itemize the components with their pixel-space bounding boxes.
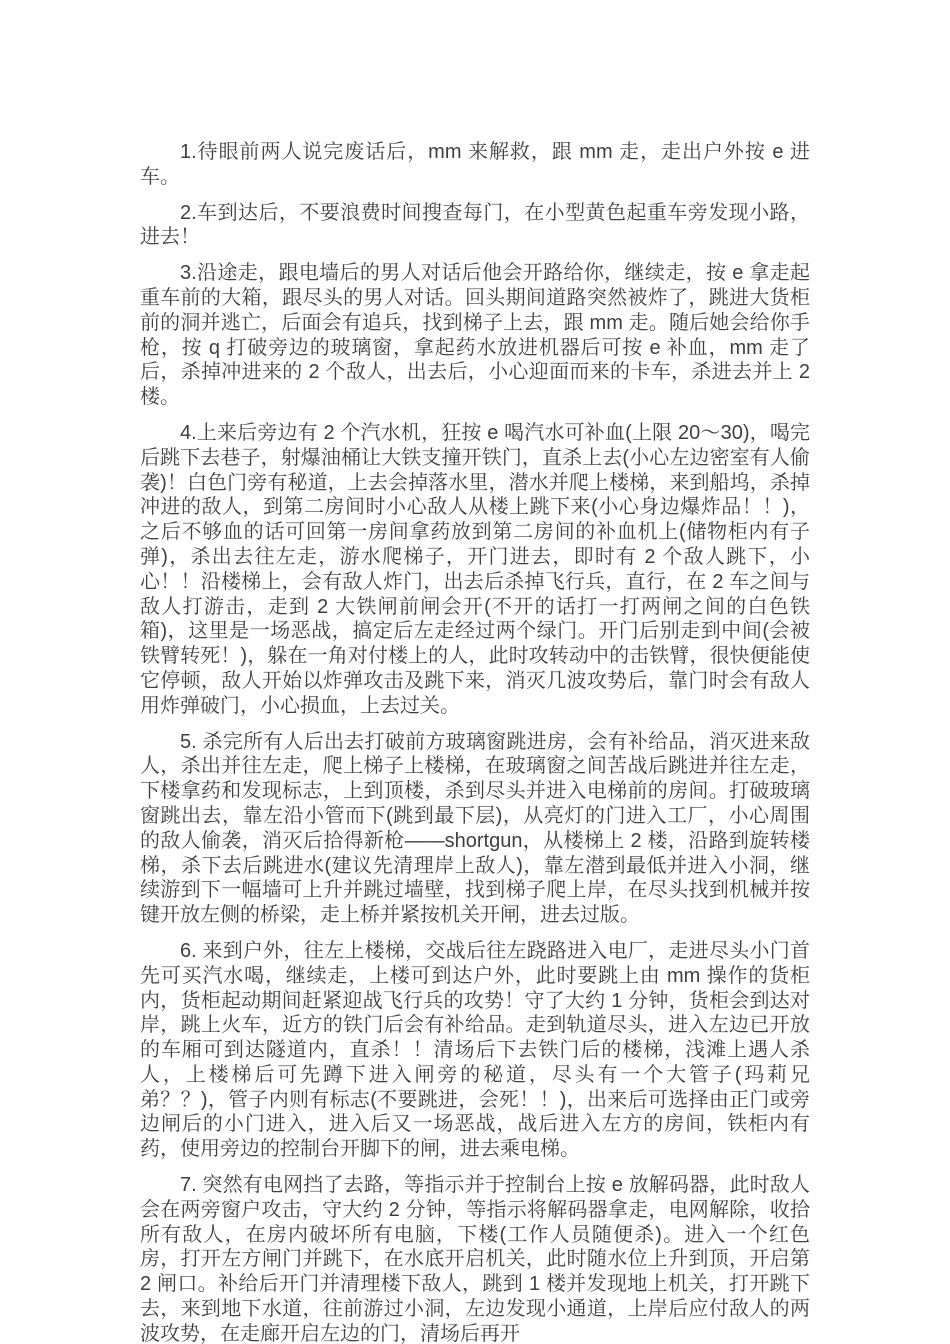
paragraph-1: 1.待眼前两人说完废话后，mm 来解救，跟 mm 走，走出户外按 e 进车。	[140, 141, 810, 188]
paragraph-3: 3.沿途走，跟电墙后的男人对话后他会开路给你，继续走，按 e 拿走起重车前的大箱，跟尽头的男人对话。回头期间道路突然被炸了，跳进大货柜前的洞并逃亡，后面会有追兵，找到梯子上去，跟 mm 走。随后她会给你手枪，按 q 打破旁边的玻璃窗，拿起药水放进机器后可按 e 补血，mm 走了后，杀掉冲进来的 2 个敌人，出去后，小心迎面而来的卡车，杀进去并上 2 楼。	[140, 262, 810, 409]
paragraph-7: 7. 突然有电网挡了去路，等指示并于控制台上按 e 放解码器，此时敌人会在两旁窗户攻击，守大约 2 分钟，等指示将解码器拿走，电网解除，收拾所有敌人，在房内破坏所有电脑，下楼(工作人员随便杀)。进入一个红色房，打开左方闸门并跳下，在水底开启机关，此时随水位上升到顶，开启第 2 闸口。补给后开门并清理楼下敌人，跳到 1 楼并发现地上机关，打开跳下去，来到地下水道，往前游过小洞，左边发现小通道，上岸后应付敌人的两波攻势，在走廊开启左边的门，清场后再开	[140, 1174, 810, 1344]
paragraph-2: 2.车到达后，不要浪费时间搜查每门，在小型黄色起重车旁发现小路，进去！	[140, 201, 810, 249]
paragraph-4: 4.上来后旁边有 2 个汽水机，狂按 e 喝汽水可补血(上限 20～30)，喝完后跳下去巷子，射爆油桶让大铁支撞开铁门，直杀上去(小心左边密室有人偷袭)！白色门旁有秘道，上去会掉落水里，潜水并爬上楼梯，来到船坞，杀掉冲进的敌人，到第二房间时小心敌人从楼上跳下来(小心身边爆炸品！！)，之后不够血的话可回第一房间拿药放到第二房间的补血机上(储物柜内有子弹)，杀出去往左走，游水爬梯子，开门进去，即时有 2 个敌人跳下，小心！！沿楼梯上，会有敌人炸门，出去后杀掉飞行兵，直行，在 2 车之间与敌人打游击，走到 2 大铁闸前闸会开(不开的话打一打两闸之间的白色铁箱)，这里是一场恶战，搞定后左走经过两个绿门。开门后别走到中间(会被铁臂转死！)，躲在一角对付楼上的人，此时攻转动中的击铁臂，很快便能使它停顿，敌人开始以炸弹攻击及跳下来，消灭几波攻势后，靠门时会有敌人用炸弹破门，小心损血，上去过关。	[140, 421, 810, 717]
paragraph-5: 5. 杀完所有人后出去打破前方玻璃窗跳进房，会有补给品，消灭进来敌人，杀出并往左走，爬上梯子上楼梯，在玻璃窗之间苦战后跳进并往左走，下楼拿药和发现标志，上到顶楼，杀到尽头并进入电梯前的房间。打破玻璃窗跳出去，靠左沿小管而下(跳到最下层)，从亮灯的门进入工厂，小心周围的敌人偷袭，消灭后拾得新枪——shortgun，从楼梯上 2 楼，沿路到旋转楼梯，杀下去后跳进水(建议先清理岸上敌人)，靠左潜到最低并进入小洞，继续游到下一幅墙可上升并跳过墙壁，找到梯子爬上岸，在尽头找到机械并按键开放左侧的桥梁，走上桥并紧按机关开闸，进去过版。	[140, 730, 810, 927]
paragraph-6: 6. 来到户外，往左上楼梯，交战后往左跷路进入电厂，走进尽头小门首先可买汽水喝，继续走，上楼可到达户外，此时要跳上由 mm 操作的货柜内，货柜起动期间赶紧迎战飞行兵的攻势！守了大约 1 分钟，货柜会到达对岸，跳上火车，近方的铁门后会有补给品。走到轨道尽头，进入左边已开放的车厢可到达隧道内，直杀！！清场后下去铁门后的楼梯，浅滩上遇人杀人，上楼梯后可先蹲下进入闸旁的秘道，尽头有一个大管子(玛莉兄弟？？)，管子内则有标志(不要跳进，会死！！)，出来后可选择由正门或旁边闸后的小门进入，进入后又一场恶战，战后进入左方的房间，铁柜内有药，使用旁边的控制台开脚下的闸，进去乘电梯。	[140, 939, 810, 1161]
